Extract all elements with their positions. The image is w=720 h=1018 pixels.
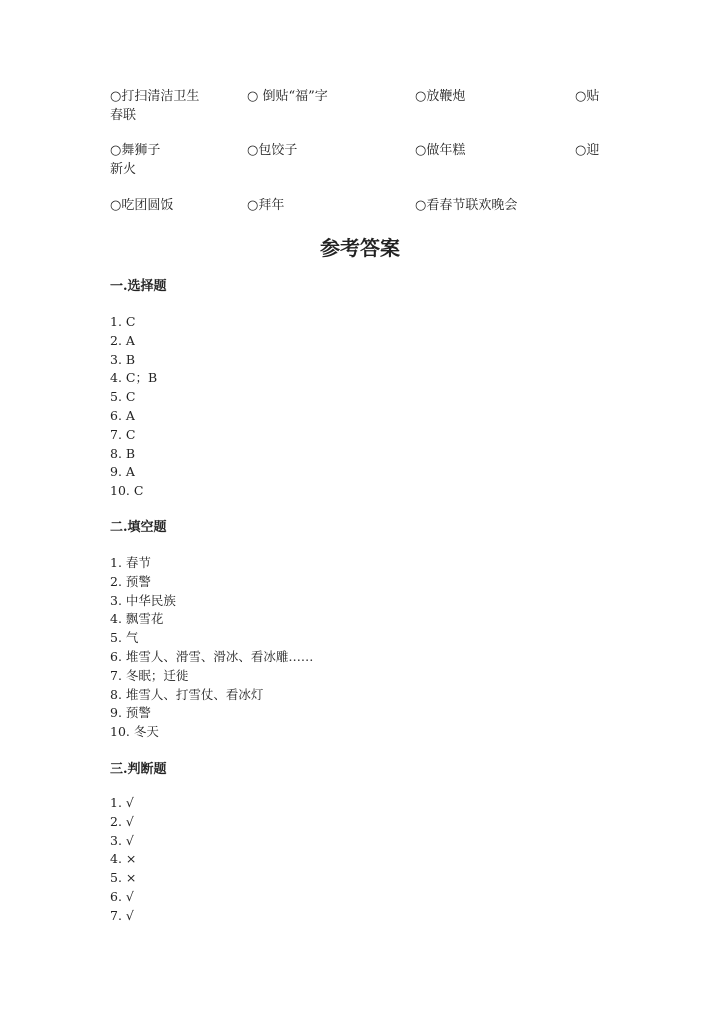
section-heading-judge: 三.判断题 xyxy=(110,762,167,777)
activity-wrap-text: 春联 xyxy=(110,108,137,123)
answers-title: 参考答案 xyxy=(320,236,400,260)
activity-option: ○拜年 xyxy=(247,198,285,213)
answer-item: 9. 预警 xyxy=(110,705,151,721)
answer-item: 1. √ xyxy=(110,795,134,810)
activity-option: ○包饺子 xyxy=(247,143,298,158)
answer-item: 5. 气 xyxy=(110,630,139,646)
answer-list-fill xyxy=(110,554,313,742)
answer-item: 2. 预警 xyxy=(110,573,151,589)
answer-item: 6. 堆雪人、滑雪、滑冰、看冰雕…… xyxy=(110,648,314,664)
activity-wrap-text: 新火 xyxy=(110,162,137,177)
answer-item: 1. C xyxy=(110,314,136,329)
answer-item: 6. √ xyxy=(110,888,134,904)
answer-item: 2. A xyxy=(110,332,135,348)
activity-option: ○打扫清洁卫生 xyxy=(110,89,200,104)
answer-item: 6. A xyxy=(110,407,135,423)
activity-row-3 xyxy=(110,196,610,216)
activity-option: ○贴 xyxy=(575,89,600,104)
activity-option: ○做年糕 xyxy=(415,143,466,158)
answer-item: 1. 春节 xyxy=(110,555,151,570)
answer-item: 8. 堆雪人、打雪仗、看冰灯 xyxy=(110,686,264,702)
answer-list-choice xyxy=(110,313,157,501)
answer-item: 7. 冬眠；迁徙 xyxy=(110,667,189,683)
answer-item: 3. √ xyxy=(110,832,134,848)
activity-option: ○ 倒贴“福”字 xyxy=(247,89,328,104)
answer-item: 5. × xyxy=(110,870,137,886)
answer-item: 10. C xyxy=(110,483,144,499)
activity-option: ○放鞭炮 xyxy=(415,89,466,104)
activity-option: ○迎 xyxy=(575,143,600,158)
answer-item: 4. × xyxy=(110,851,137,867)
activity-option: ○吃团圆饭 xyxy=(110,198,174,213)
answer-item: 10. 冬天 xyxy=(110,724,159,740)
answer-item: 9. A xyxy=(110,464,135,480)
answer-item: 4. 飘雪花 xyxy=(110,611,164,627)
answer-item: 3. 中华民族 xyxy=(110,592,176,608)
answer-item: 3. B xyxy=(110,351,136,367)
answer-item: 5. C xyxy=(110,389,136,405)
answer-item: 2. √ xyxy=(110,813,134,829)
section-heading-fill: 二.填空题 xyxy=(110,520,167,535)
activity-option: ○舞狮子 xyxy=(110,143,161,158)
answer-item: 7. √ xyxy=(110,907,134,923)
answer-item: 8. B xyxy=(110,445,136,461)
answer-item: 7. C xyxy=(110,426,136,442)
activity-row-2 xyxy=(110,141,610,161)
activity-option: ○看春节联欢晚会 xyxy=(415,198,518,213)
activity-row-1 xyxy=(110,87,610,107)
answer-item: 4. C；B xyxy=(110,370,158,386)
section-heading-choice: 一.选择题 xyxy=(110,279,167,294)
answer-list-judge xyxy=(110,794,136,926)
